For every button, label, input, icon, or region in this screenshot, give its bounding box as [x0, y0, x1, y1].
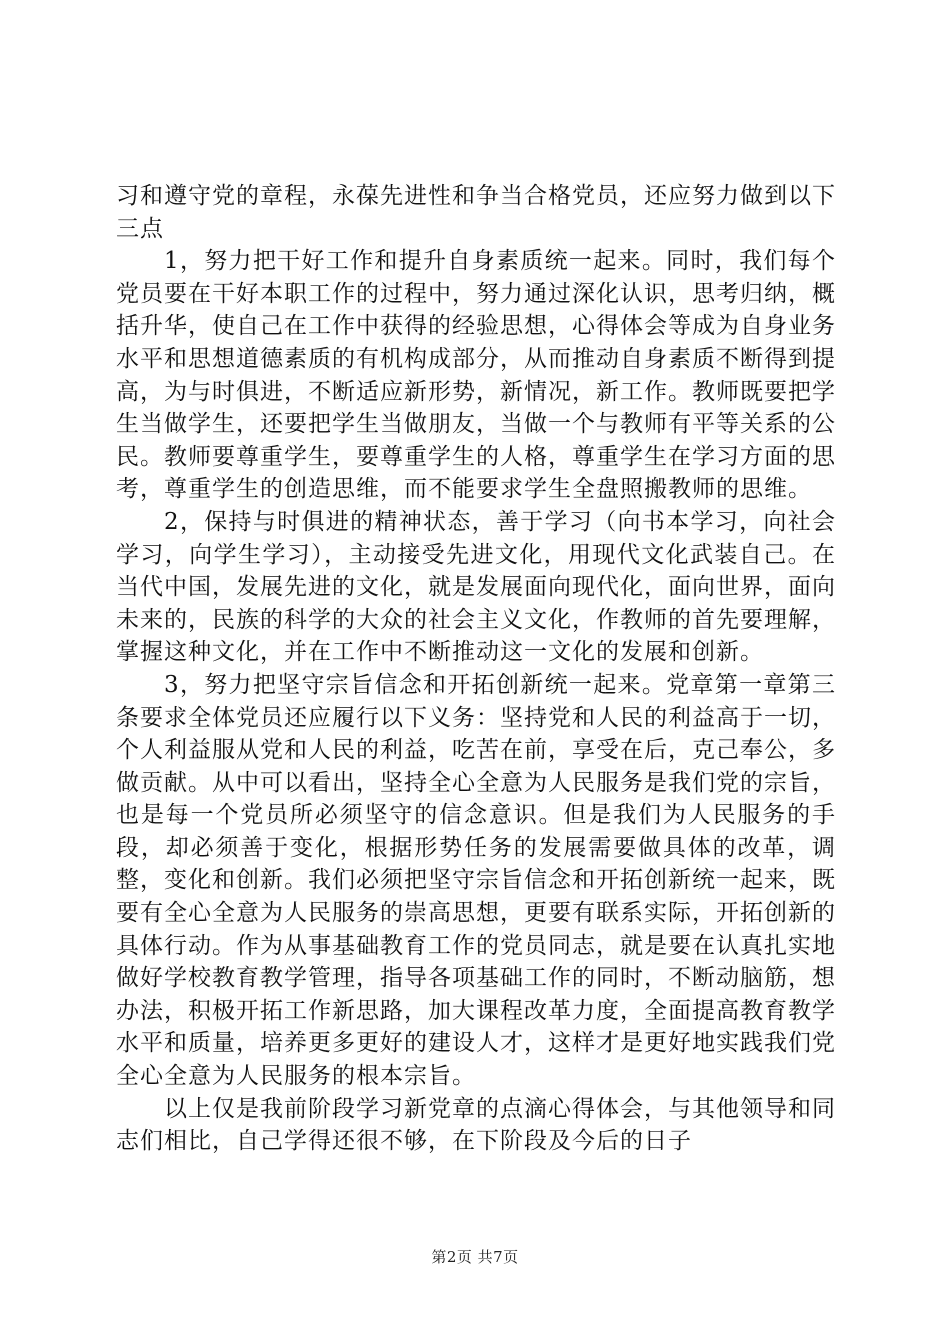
document-body — [116, 180, 836, 1158]
page-number-footer: 第2页 共7页 — [431, 1248, 519, 1266]
paragraph-point-1: 1，努力把干好工作和提升自身素质统一起来。同时，我们每个党员要在干好本职工作的过程中，努力通过深化认识，思考归纳，概括升华，使自己在工作中获得的经验思想，心得体会等成为自身业务水平和思想道德素质的有机构成部分，从而推动自身素质不断得到提高，为与时俱进，不断适应新形势，新情况，新工作。教师既要把学生当做学生，还要把学生当做朋友，当做一个与教师有平等关系的公民。教师要尊重学生，要尊重学生的人格，尊重学生在学习方面的思考，尊重学生的创造思维，而不能要求学生全盘照搬教师的思维。 — [116, 248, 836, 503]
paragraph-point-3: 3，努力把坚守宗旨信念和开拓创新统一起来。党章第一章第三条要求全体党员还应履行以下义务：坚持党和人民的利益高于一切，个人利益服从党和人民的利益，吃苦在前，享受在后，克己奉公，多做贡献。从中可以看出，坚持全心全意为人民服务是我们党的宗旨，也是每一个党员所必须坚守的信念意识。但是我们为人民服务的手段，却必须善于变化，根据形势任务的发展需要做具体的改革，调整，变化和创新。我们必须把坚守宗旨信念和开拓创新统一起来，既要有全心全意为人民服务的崇高思想，更要有联系实际，开拓创新的具体行动。作为从事基础教育工作的党员同志，就是要在认真扎实地做好学校教育教学管理，指导各项基础工作的同时，不断动脑筋，想办法，积极开拓工作新思路，加大课程改革力度，全面提高教育教学水平和质量，培养更多更好的建设人才，这样才是更好地实践我们党全心全意为人民服务的根本宗旨。 — [116, 671, 836, 1090]
paragraph-continuation: 习和遵守党的章程，永葆先进性和争当合格党员，还应努力做到以下三点 — [116, 183, 836, 242]
paragraph-point-2: 2，保持与时俱进的精神状态，善于学习（向书本学习，向社会学习，向学生学习），主动接受先进文化，用现代文化武装自己。在当代中国，发展先进的文化，就是发展面向现代化，面向世界，面向未来的，民族的科学的大众的社会主义文化，作教师的首先要理解，掌握这种文化，并在工作中不断推动这一文化的发展和创新。 — [116, 508, 836, 666]
paragraph-conclusion: 以上仅是我前阶段学习新党章的点滴心得体会，与其他领导和同志们相比，自己学得还很不够，在下阶段及今后的日子 — [116, 1095, 836, 1155]
